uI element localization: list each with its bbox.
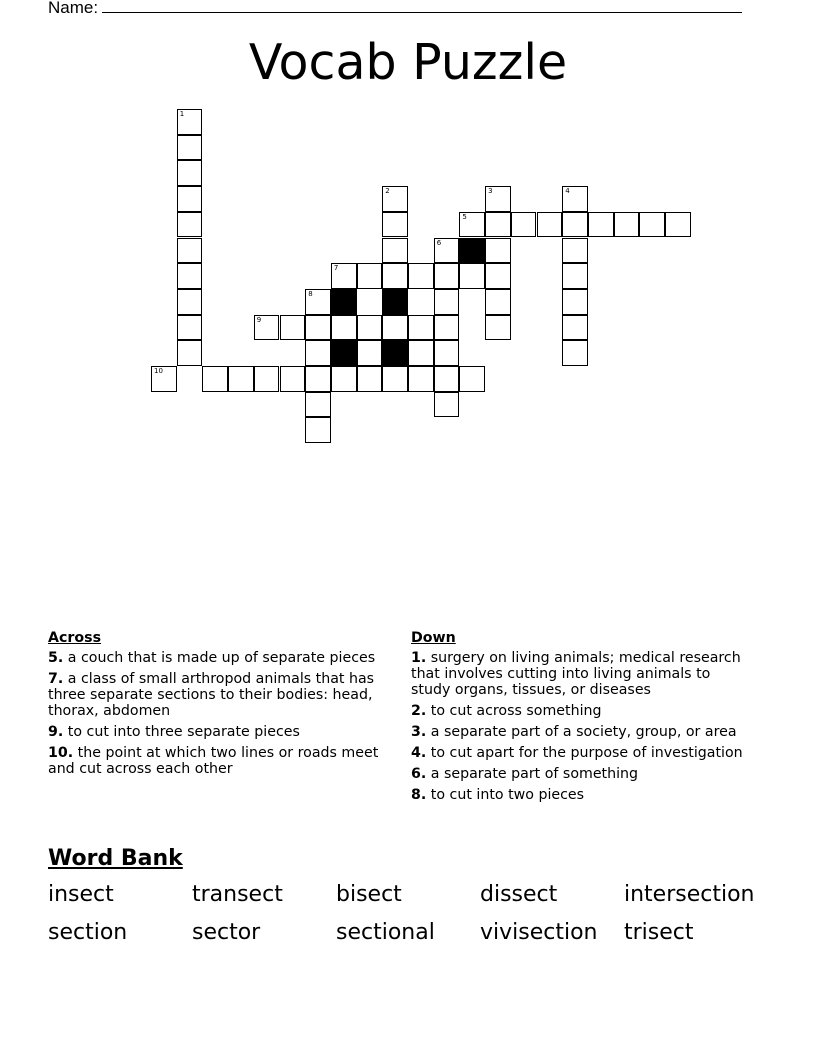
word-bank-item: insect — [48, 882, 114, 907]
grid-cell[interactable] — [177, 238, 203, 264]
clue-number-label: 7 — [333, 264, 339, 273]
grid-cell[interactable] — [434, 366, 460, 392]
grid-cell[interactable] — [434, 315, 460, 341]
grid-cell[interactable] — [434, 340, 460, 366]
clue-number-label: 3 — [488, 187, 493, 196]
grid-cell[interactable] — [177, 315, 203, 341]
clue-text: surgery on living animals; medical research that involves cutting into living animals to study organs, tissues, or diseases — [411, 650, 741, 698]
word-bank-item: transect — [192, 882, 283, 907]
black-cell — [382, 289, 408, 315]
black-cell — [331, 340, 357, 366]
black-cell — [331, 289, 357, 315]
grid-cell[interactable] — [177, 340, 203, 366]
clue-down-6 — [411, 766, 751, 782]
grid-cell[interactable] — [305, 417, 331, 443]
clue-number: 5. — [48, 650, 64, 666]
clue-number-label: 10 — [154, 367, 163, 375]
clue-text: to cut into three separate pieces — [67, 724, 300, 740]
grid-cell[interactable] — [459, 263, 485, 289]
clue-across-10 — [48, 745, 400, 777]
grid-cell[interactable] — [562, 238, 588, 264]
grid-cell[interactable] — [331, 315, 357, 341]
clue-number: 1. — [411, 650, 427, 666]
grid-cell[interactable] — [382, 212, 408, 238]
grid-cell[interactable] — [331, 263, 357, 289]
grid-cell[interactable] — [434, 289, 460, 315]
clue-down-2 — [411, 703, 751, 719]
grid-cell[interactable] — [331, 366, 357, 392]
grid-cell[interactable] — [562, 340, 588, 366]
grid-cell[interactable] — [177, 289, 203, 315]
grid-cell[interactable] — [562, 289, 588, 315]
clue-number-label: 2 — [385, 187, 390, 196]
grid-cell[interactable] — [357, 315, 383, 341]
grid-cell[interactable] — [485, 289, 511, 315]
grid-cell[interactable] — [562, 212, 588, 238]
clue-down-3 — [411, 724, 751, 740]
grid-cell[interactable] — [305, 289, 331, 315]
clue-text: a class of small arthropod animals that has three separate sections to their bodies: head, thorax, abdomen — [48, 671, 375, 719]
grid-cell[interactable] — [537, 212, 563, 238]
clue-text: a separate part of something — [430, 766, 639, 782]
clue-across-7 — [48, 671, 400, 719]
grid-cell[interactable] — [177, 186, 203, 212]
grid-cell[interactable] — [177, 212, 203, 238]
clue-text: to cut into two pieces — [430, 787, 585, 803]
grid-cell[interactable] — [408, 315, 434, 341]
black-cell — [382, 340, 408, 366]
grid-cell[interactable] — [177, 109, 203, 135]
clue-number: 7. — [48, 671, 64, 687]
clue-number: 2. — [411, 703, 427, 719]
clue-number: 3. — [411, 724, 427, 740]
clue-text: a couch that is made up of separate pieces — [67, 650, 376, 666]
grid-cell[interactable] — [485, 238, 511, 264]
grid-cell[interactable] — [357, 366, 383, 392]
word-bank-item: sectional — [336, 920, 435, 945]
word-bank-item: section — [48, 920, 128, 945]
clue-number-label: 8 — [308, 289, 313, 298]
grid-cell[interactable] — [177, 263, 203, 289]
clue-text: to cut apart for the purpose of investigation — [430, 745, 743, 761]
grid-cell[interactable] — [382, 186, 408, 212]
grid-cell[interactable] — [434, 392, 460, 418]
grid-cell[interactable] — [382, 315, 408, 341]
grid-cell[interactable] — [305, 392, 331, 418]
grid-cell[interactable] — [357, 263, 383, 289]
word-bank-item: intersection — [624, 882, 755, 907]
grid-cell[interactable] — [485, 212, 511, 238]
name-field[interactable] — [48, 0, 742, 18]
clue-number-label: 4 — [565, 187, 570, 196]
grid-cell[interactable] — [485, 315, 511, 341]
down-heading: Down — [411, 630, 456, 646]
word-bank-item: bisect — [336, 882, 402, 907]
grid-cell[interactable] — [459, 366, 485, 392]
clue-text: to cut across something — [430, 703, 602, 719]
word-bank-item: trisect — [624, 920, 694, 945]
grid-cell[interactable] — [177, 135, 203, 161]
word-bank-title: Word Bank — [48, 846, 183, 871]
clue-across-5 — [48, 650, 400, 666]
clue-text: the point at which two lines or roads meet and cut across each other — [48, 745, 379, 777]
grid-cell[interactable] — [382, 238, 408, 264]
clue-number: 8. — [411, 787, 427, 803]
clue-number: 4. — [411, 745, 427, 761]
grid-cell[interactable] — [562, 186, 588, 212]
clue-across-9 — [48, 724, 400, 740]
grid-cell[interactable] — [614, 212, 640, 238]
grid-cell[interactable] — [408, 340, 434, 366]
clue-down-1 — [411, 650, 751, 698]
grid-cell[interactable] — [408, 263, 434, 289]
grid-cell[interactable] — [254, 366, 280, 392]
grid-cell[interactable] — [382, 366, 408, 392]
grid-cell[interactable] — [639, 212, 665, 238]
grid-cell[interactable] — [305, 340, 331, 366]
grid-cell[interactable] — [305, 366, 331, 392]
grid-cell[interactable] — [228, 366, 254, 392]
clue-number-label: 1 — [179, 110, 185, 118]
across-heading: Across — [48, 630, 102, 646]
name-label: Name: — [48, 0, 99, 17]
grid-cell[interactable] — [562, 315, 588, 341]
clue-number: 6. — [411, 766, 427, 782]
grid-cell[interactable] — [562, 263, 588, 289]
word-bank-item: vivisection — [480, 920, 598, 945]
word-bank-item: dissect — [480, 882, 558, 907]
grid-cell[interactable] — [485, 186, 511, 212]
grid-cell[interactable] — [280, 366, 306, 392]
grid-cell[interactable] — [434, 238, 460, 264]
word-bank-item: sector — [192, 920, 261, 945]
grid-cell[interactable] — [485, 263, 511, 289]
grid-cell[interactable] — [357, 340, 383, 366]
clue-number-label: 6 — [436, 238, 442, 247]
black-cell — [459, 238, 485, 264]
clue-number: 10. — [48, 745, 74, 761]
grid-cell[interactable] — [280, 315, 306, 341]
name-underline[interactable] — [102, 0, 742, 13]
grid-cell[interactable] — [305, 315, 331, 341]
grid-cell[interactable] — [254, 315, 280, 341]
grid-cell[interactable] — [588, 212, 614, 238]
clue-text: a separate part of a society, group, or area — [430, 724, 737, 740]
grid-cell[interactable] — [382, 263, 408, 289]
clue-number-label: 5 — [462, 212, 467, 221]
across-clues — [48, 630, 400, 782]
grid-cell[interactable] — [459, 212, 485, 238]
grid-cell[interactable] — [511, 212, 537, 238]
clue-number-label: 9 — [256, 315, 262, 324]
down-clues — [411, 630, 751, 808]
clue-down-8 — [411, 787, 751, 803]
page-title: Vocab Puzzle — [248, 34, 568, 91]
grid-cell[interactable] — [202, 366, 228, 392]
grid-cell[interactable] — [665, 212, 691, 238]
grid-cell[interactable] — [177, 160, 203, 186]
grid-cell[interactable] — [408, 366, 434, 392]
clue-down-4 — [411, 745, 751, 761]
clue-number: 9. — [48, 724, 64, 740]
grid-cell[interactable] — [151, 366, 177, 392]
word-bank — [48, 882, 788, 946]
grid-cell[interactable] — [434, 263, 460, 289]
